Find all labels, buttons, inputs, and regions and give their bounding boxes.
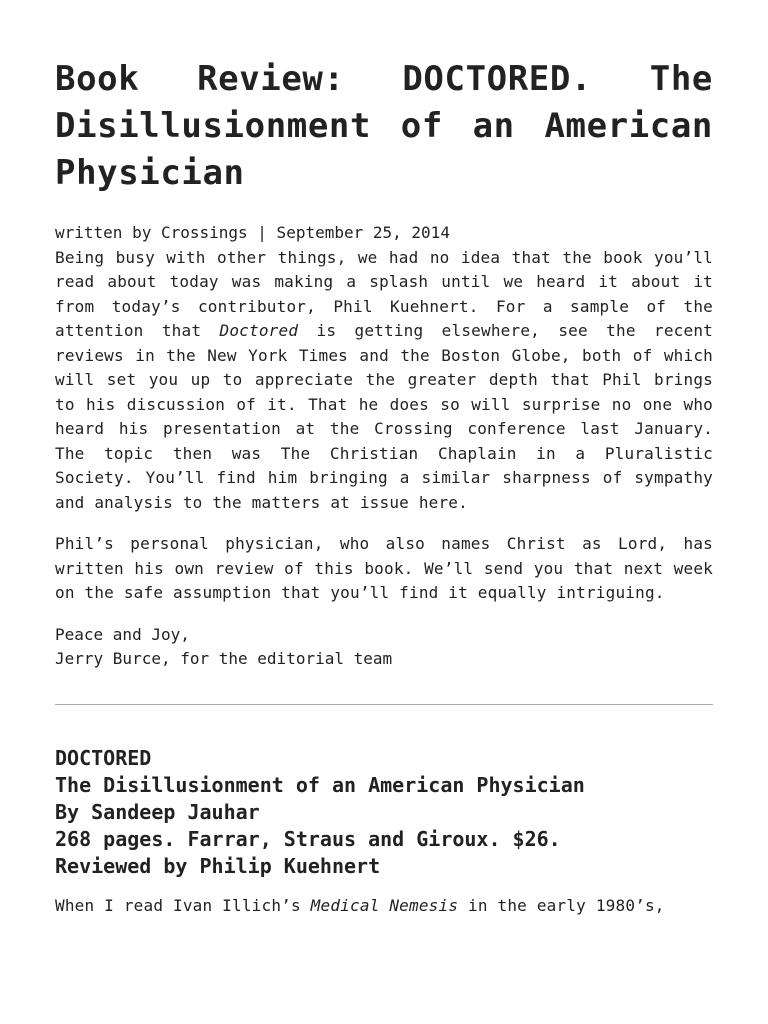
book-subtitle: The Disillusionment of an American Physician xyxy=(55,772,585,797)
intro-paragraph-2: Phil’s personal physician, who also names Christ as Lord, has written his own review of this book. We’ll send you that next week on the safe assumption that you’ll find it equally intriguing. xyxy=(55,534,713,602)
signoff-greeting: Peace and Joy, xyxy=(55,624,190,644)
review-paragraph-1 xyxy=(55,894,713,919)
article-title: Book Review: DOCTORED. The Disillusionment of an American Physician xyxy=(55,59,713,193)
book-title: DOCTORED xyxy=(55,745,152,770)
review-p1-part-a: When I read Ivan Illich’s xyxy=(55,895,311,915)
intro-paragraph-1 xyxy=(55,246,713,516)
review-p1-part-b: in the early 1980’s, xyxy=(458,895,665,915)
book-header xyxy=(55,745,713,880)
signoff-author: Jerry Burce, for the editorial team xyxy=(55,649,393,668)
section-divider xyxy=(55,704,713,705)
article-meta: written by Crossings | September 25, 2014 xyxy=(55,223,450,242)
book-author: By Sandeep Jauhar xyxy=(55,799,260,824)
intro-p1-part-b: is getting elsewhere, see the recent reviews in the New York Times and the Boston Globe, both of which will set you up to appreciate the greater depth that Phil brings to his discussion of it. That he does so will surprise no one who heard his presentation at the Crossing conference last January. The topic then was The Christian Chaplain in a Pluralistic Society. You’ll find him bringing a similar sharpness of sympathy and analysis to the matters at issue here. xyxy=(55,321,713,512)
review-p1-book-title: Medical Nemesis xyxy=(310,895,459,915)
intro-p1-part-a: Being busy with other things, we had no idea that the book you’ll read about today was making a splash until we heard it about it from today’s contributor, Phil Kuehnert. For a sample of the attention that xyxy=(55,247,713,340)
book-publication-info: 268 pages. Farrar, Straus and Giroux. $26. xyxy=(55,826,561,851)
intro-p1-book-title: Doctored xyxy=(219,321,299,340)
book-reviewer: Reviewed by Philip Kuehnert xyxy=(55,853,381,878)
